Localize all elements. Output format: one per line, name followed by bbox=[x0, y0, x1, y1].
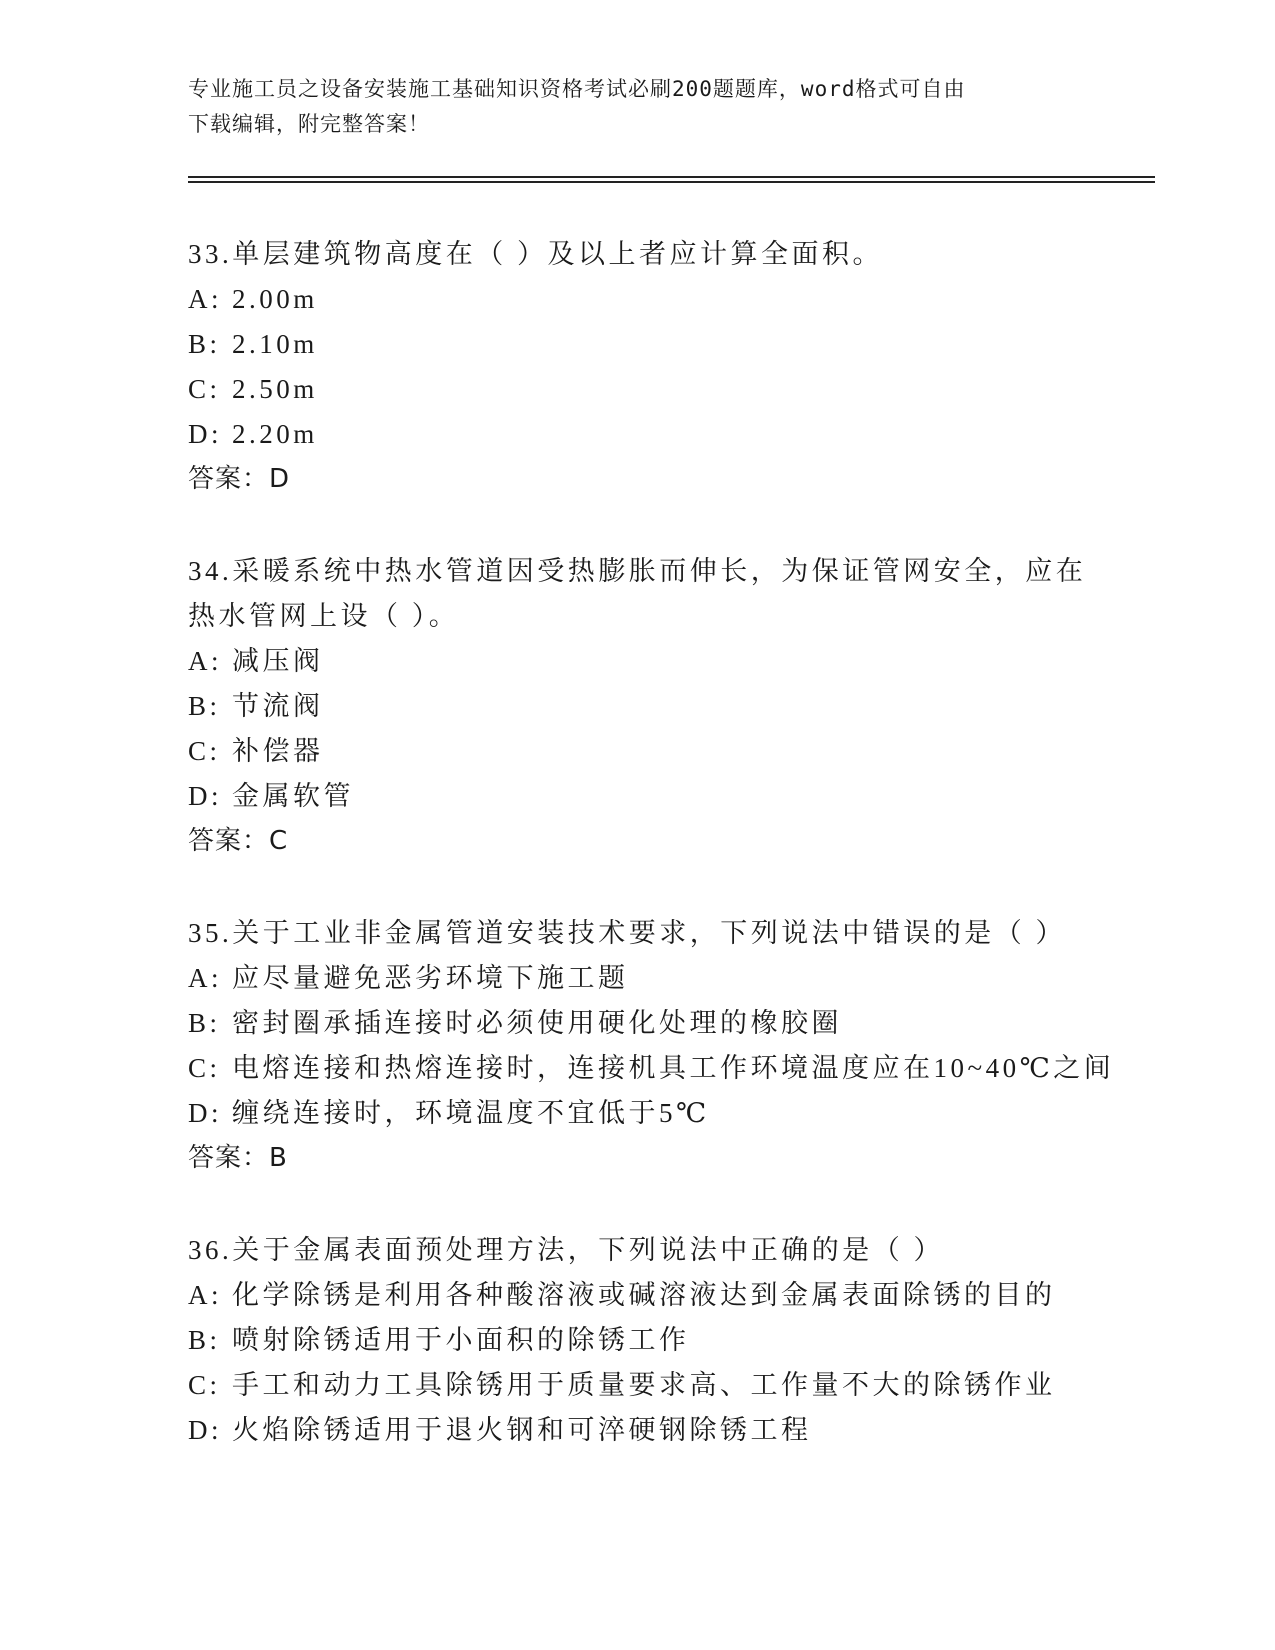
option-d bbox=[188, 1091, 1088, 1136]
option-text: 补偿器 bbox=[232, 736, 324, 766]
option-text: 2.20m bbox=[232, 419, 318, 449]
option-letter: A: bbox=[188, 963, 222, 993]
option-a bbox=[188, 639, 1088, 684]
header-line-1: 专业施工员之设备安装施工基础知识资格考试必刷200题题库，word格式可自由 bbox=[188, 77, 966, 101]
option-c bbox=[188, 1363, 1088, 1408]
option-text: 密封圈承插连接时必须使用硬化处理的橡胶圈 bbox=[232, 1008, 842, 1038]
option-a bbox=[188, 1273, 1088, 1318]
header-divider-top bbox=[188, 176, 1155, 178]
question-stem: 35.关于工业非金属管道安装技术要求，下列说法中错误的是（ ） bbox=[188, 918, 1066, 948]
option-letter: C: bbox=[188, 374, 221, 404]
question-list bbox=[188, 232, 1115, 1501]
option-text: 应尽量避免恶劣环境下施工题 bbox=[232, 963, 629, 993]
option-b bbox=[188, 684, 1088, 729]
question-34 bbox=[188, 549, 1088, 863]
option-text: 手工和动力工具除锈用于质量要求高、工作量不大的除锈作业 bbox=[232, 1370, 1056, 1400]
option-c bbox=[188, 1046, 1115, 1091]
option-d bbox=[188, 774, 1088, 819]
option-b bbox=[188, 1318, 1088, 1363]
question-stem: 36.关于金属表面预处理方法，下列说法中正确的是（ ） bbox=[188, 1235, 944, 1265]
question-stem: 34.采暖系统中热水管道因受热膨胀而伸长，为保证管网安全，应在热水管网上设（ ）。 bbox=[188, 556, 1087, 631]
option-c bbox=[188, 367, 1088, 412]
option-text: 2.50m bbox=[232, 374, 318, 404]
answer-label: 答案：C bbox=[188, 826, 289, 856]
option-letter: B: bbox=[188, 329, 221, 359]
option-text: 喷射除锈适用于小面积的除锈工作 bbox=[232, 1325, 690, 1355]
option-text: 金属软管 bbox=[232, 781, 354, 811]
option-text: 2.00m bbox=[232, 284, 318, 314]
option-letter: C: bbox=[188, 1370, 221, 1400]
option-letter: A: bbox=[188, 284, 222, 314]
question-stem: 33.单层建筑物高度在（ ）及以上者应计算全面积。 bbox=[188, 239, 883, 269]
option-letter: B: bbox=[188, 691, 221, 721]
option-b bbox=[188, 322, 1088, 367]
option-letter: A: bbox=[188, 1280, 222, 1310]
option-text: 火焰除锈适用于退火钢和可淬硬钢除锈工程 bbox=[232, 1415, 812, 1445]
option-text: 缠绕连接时，环境温度不宜低于5℃ bbox=[232, 1098, 710, 1128]
option-text: 化学除锈是利用各种酸溶液或碱溶液达到金属表面除锈的目的 bbox=[232, 1280, 1056, 1310]
option-letter: D: bbox=[188, 781, 222, 811]
option-letter: D: bbox=[188, 419, 222, 449]
option-letter: D: bbox=[188, 1415, 222, 1445]
option-letter: D: bbox=[188, 1098, 222, 1128]
option-letter: C: bbox=[188, 1053, 221, 1083]
option-d bbox=[188, 412, 1088, 457]
option-c bbox=[188, 729, 1088, 774]
question-33 bbox=[188, 232, 1088, 501]
header-divider-bottom bbox=[188, 181, 1155, 183]
option-text: 减压阀 bbox=[232, 646, 324, 676]
option-letter: B: bbox=[188, 1325, 221, 1355]
option-letter: C: bbox=[188, 736, 221, 766]
option-a bbox=[188, 277, 1088, 322]
question-35 bbox=[188, 911, 1115, 1180]
option-letter: A: bbox=[188, 646, 222, 676]
option-letter: B: bbox=[188, 1008, 221, 1038]
option-a bbox=[188, 956, 1088, 1001]
document-header bbox=[188, 72, 1088, 142]
option-text: 节流阀 bbox=[232, 691, 324, 721]
answer-label: 答案：B bbox=[188, 1143, 288, 1173]
option-text: 电熔连接和热熔连接时，连接机具工作环境温度应在10~40℃之间 bbox=[232, 1053, 1115, 1083]
option-text: 2.10m bbox=[232, 329, 318, 359]
option-d bbox=[188, 1408, 1088, 1453]
question-36 bbox=[188, 1228, 1088, 1453]
option-b bbox=[188, 1001, 1088, 1046]
answer-label: 答案：D bbox=[188, 464, 291, 494]
header-line-2: 下载编辑，附完整答案！ bbox=[188, 112, 430, 136]
